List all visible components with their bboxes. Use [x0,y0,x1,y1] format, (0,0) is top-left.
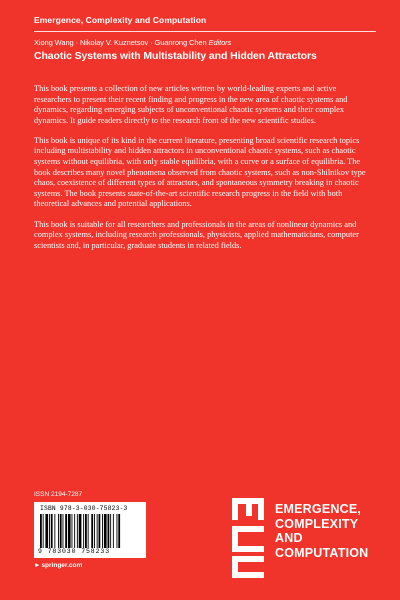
barcode-bar [45,514,48,548]
blurb-paragraph-3: This book is suitable for all researchers and professionals in the areas of nonlinear dynamics and complex systems, including research professionals, physicists, applied mathematicians, computer scientists and, in particular, graduate students in related fields. [34,219,359,250]
blurb-paragraph-2: This book is unique of its kind in the current literature, presenting broad scientific research topics including multistability and hidden attractors in unconventional chaotic systems, such as chaotic systems without equilibria, with only stable equilibria, with a curve or a surface of equilibria. The book describes many novel phenomena observed from chaotic systems, such as non-Shilnikov type chaos, coexistence of different types of attractors, and spontaneous symmetry breaking in chaotic systems. The book presents state-of-the-art scientific research progress in the field with both theoretical advances and potential applications. [34,135,366,209]
barcode-bar [68,514,71,548]
barcode-bar [94,514,95,548]
logo-line-4: COMPUTATION [275,545,369,560]
editors-role: Editors [208,38,232,47]
logo-line-1: EMERGENCE, [275,502,362,516]
series-title: Emergence, Complexity and Computation [34,15,207,25]
barcode-bars [40,514,140,548]
barcode-bar [58,514,59,548]
barcode-bar [77,514,78,548]
barcode [34,502,146,558]
barcode-bar [63,514,64,548]
editor-names: Xiong Wang · Nikolay V. Kuznetsov · Guanrong Chen [34,38,207,47]
barcode-bar [99,514,101,548]
blurb-paragraph-1: This book presents a collection of new articles written by world-leading experts and active researchers to present their recent finding and progress in the new area of chaotic systems and dynamics, regarding emerging subjects of unconventional chaotic systems and their complex dynamics. It guide readers directly to the research front of the new scientific studies. [34,84,348,125]
editors-line [34,38,231,47]
isbn-label: ISBN 978-3-030-75823-3 [40,505,128,512]
chevron-right-icon: ► [34,562,41,569]
issn-label: ISSN 2194-7287 [34,491,83,498]
book-title: Chaotic Systems with Multistability and Hidden Attractors [34,50,317,62]
barcode-bar [43,514,44,548]
logo-line-2: COMPLEXITY [275,516,359,531]
barcode-bar [54,514,55,548]
barcode-bar [104,514,107,548]
barcode-digits: 9 783030 758233 [38,548,111,555]
barcode-bar [91,514,93,548]
barcode-bar [113,514,114,548]
barcode-bar [72,514,73,548]
ecc-logo-wordmark [275,502,368,560]
logo-line-3: AND [275,531,303,545]
barcode-bar [51,514,53,548]
barcode-bar [88,514,89,548]
barcode-bar [117,514,118,548]
ecc-logo-letters [232,498,264,578]
barcode-bar [118,514,120,548]
barcode-bar [102,514,103,548]
back-cover-blurb [34,84,369,261]
publisher-url: springer.com [41,562,83,569]
barcode-bar [74,514,75,548]
barcode-bar [83,514,84,548]
ecc-logo-mark [229,496,267,578]
barcode-bar [40,514,42,548]
barcode-bar [79,514,82,548]
barcode-bar [60,514,62,548]
barcode-bar [110,514,111,548]
publisher-link[interactable] [34,562,82,569]
barcode-bar [85,514,87,548]
barcode-bar [97,514,98,548]
barcode-bar [108,514,110,548]
barcode-bar [65,514,67,548]
barcode-bar [49,514,50,548]
header-divider [34,31,376,32]
